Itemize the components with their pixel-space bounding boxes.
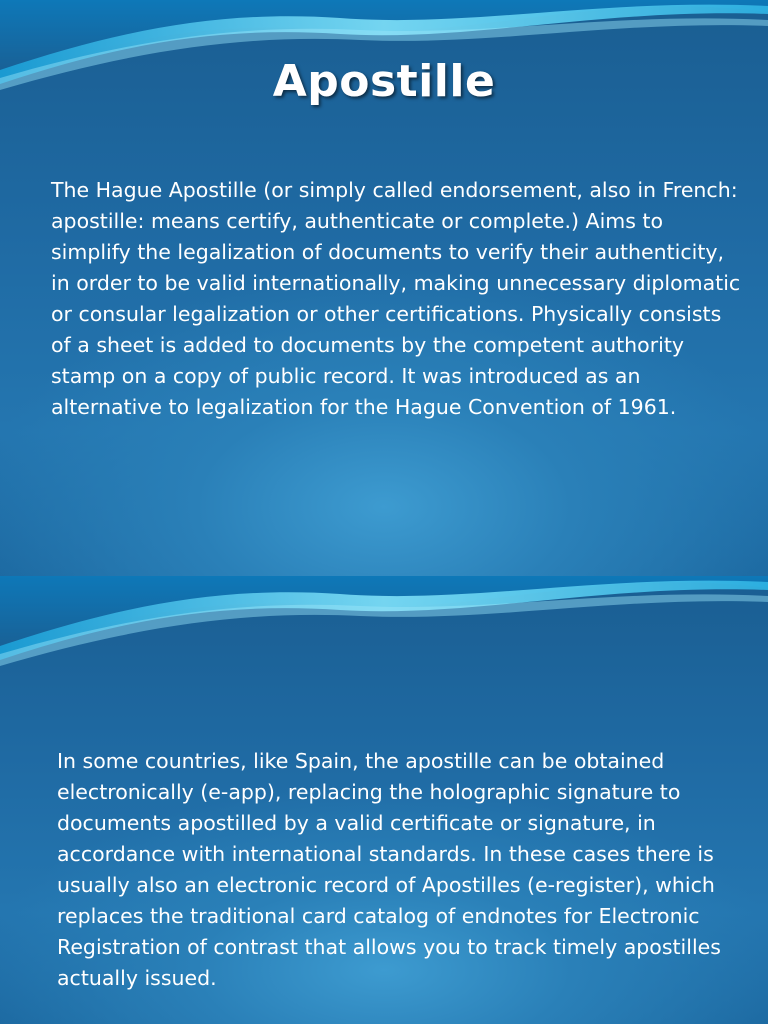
decorative-swoosh bbox=[0, 576, 768, 676]
slide-1-body-text: The Hague Apostille (or simply called endorsement, also in French: apostille: means certify, authenticate or complete.) Aims to simplify the legalization of documents to verify their authenticity, in order to be valid internationally, making unnecessary diplomatic or consular legalization or other certifications. Physically consists of a sheet is added to documents by the competent authority stamp on a copy of public record. It was introduced as an alternative to legalization for the Hague Convention of 1961. bbox=[51, 178, 741, 419]
slide-2 bbox=[0, 576, 768, 1024]
slide-title: Apostille bbox=[272, 56, 496, 107]
slide-2-body-text: In some countries, like Spain, the apostille can be obtained electronically (e-app), replacing the holographic signature to documents apostilled by a valid certificate or signature, in accordance with international standards. In these cases there is usually also an electronic record of Apostilles (e-register), which replaces the traditional card catalog of endnotes for Electronic Registration of contrast that allows you to track timely apostilles actually issued. bbox=[57, 749, 721, 990]
